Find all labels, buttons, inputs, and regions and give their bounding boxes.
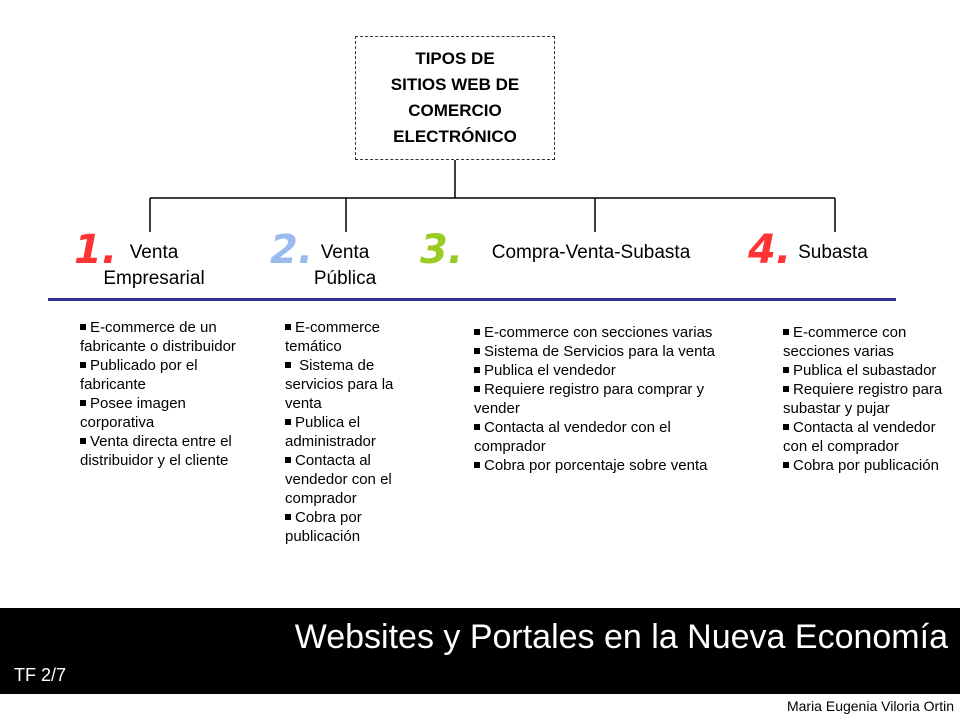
list-item: Contacta al vendedor con el comprador bbox=[783, 418, 943, 456]
category-3-number: 3. bbox=[420, 227, 464, 273]
list-item: Publica el vendedor bbox=[474, 361, 729, 380]
list-item: Requiere registro para subastar y pujar bbox=[783, 381, 943, 417]
category-3-bullets bbox=[474, 323, 729, 475]
separator-line bbox=[48, 298, 896, 301]
list-item: Contacta al vendedor con el comprador bbox=[285, 451, 425, 508]
category-2-bullets bbox=[285, 318, 425, 546]
list-item: E-commerce de un fabricante o distribuidor bbox=[80, 318, 252, 356]
list-item: Cobra por porcentaje sobre venta bbox=[474, 456, 729, 475]
list-item: Cobra por publicación bbox=[783, 456, 943, 475]
root-node-box: TIPOS DE SITIOS WEB DE COMERCIO ELECTRÓNICO bbox=[355, 36, 555, 160]
author-credit: Maria Eugenia Viloria Ortin bbox=[786, 698, 954, 714]
category-4-bullets bbox=[783, 323, 943, 475]
list-item: Publica el subastador bbox=[783, 361, 943, 380]
list-item: Posee imagen corporativa bbox=[80, 394, 252, 432]
list-item: Venta directa entre el distribuidor y el cliente bbox=[80, 432, 252, 470]
list-item: E-commerce con secciones varias bbox=[474, 323, 729, 342]
category-4-label: Subasta bbox=[798, 242, 868, 263]
category-1-bullets bbox=[80, 318, 252, 470]
list-item: Cobra por publicación bbox=[285, 508, 425, 546]
list-item: E-commerce temático bbox=[285, 318, 425, 356]
category-2-label: Venta Pública bbox=[313, 242, 377, 289]
category-3-label: Compra-Venta-Subasta bbox=[491, 242, 691, 263]
category-2-number: 2. bbox=[270, 227, 314, 273]
list-item: Publicado por el fabricante bbox=[80, 356, 252, 394]
category-1-label: Venta Empresarial bbox=[103, 242, 205, 289]
slide-number: TF 2/7 bbox=[14, 665, 67, 685]
list-item: Contacta al vendedor con el comprador bbox=[474, 418, 729, 456]
category-4-number: 4. bbox=[748, 227, 792, 273]
footer-title: Websites y Portales en la Nueva Economía bbox=[294, 618, 948, 656]
list-item: Sistema de servicios para la venta bbox=[285, 356, 425, 413]
list-item: Requiere registro para comprar y vender bbox=[474, 380, 729, 418]
list-item: Publica el administrador bbox=[285, 413, 425, 451]
list-item: Sistema de Servicios para la venta bbox=[474, 342, 729, 361]
category-1-number: 1. bbox=[74, 227, 118, 273]
list-item: E-commerce con secciones varias bbox=[783, 323, 943, 361]
